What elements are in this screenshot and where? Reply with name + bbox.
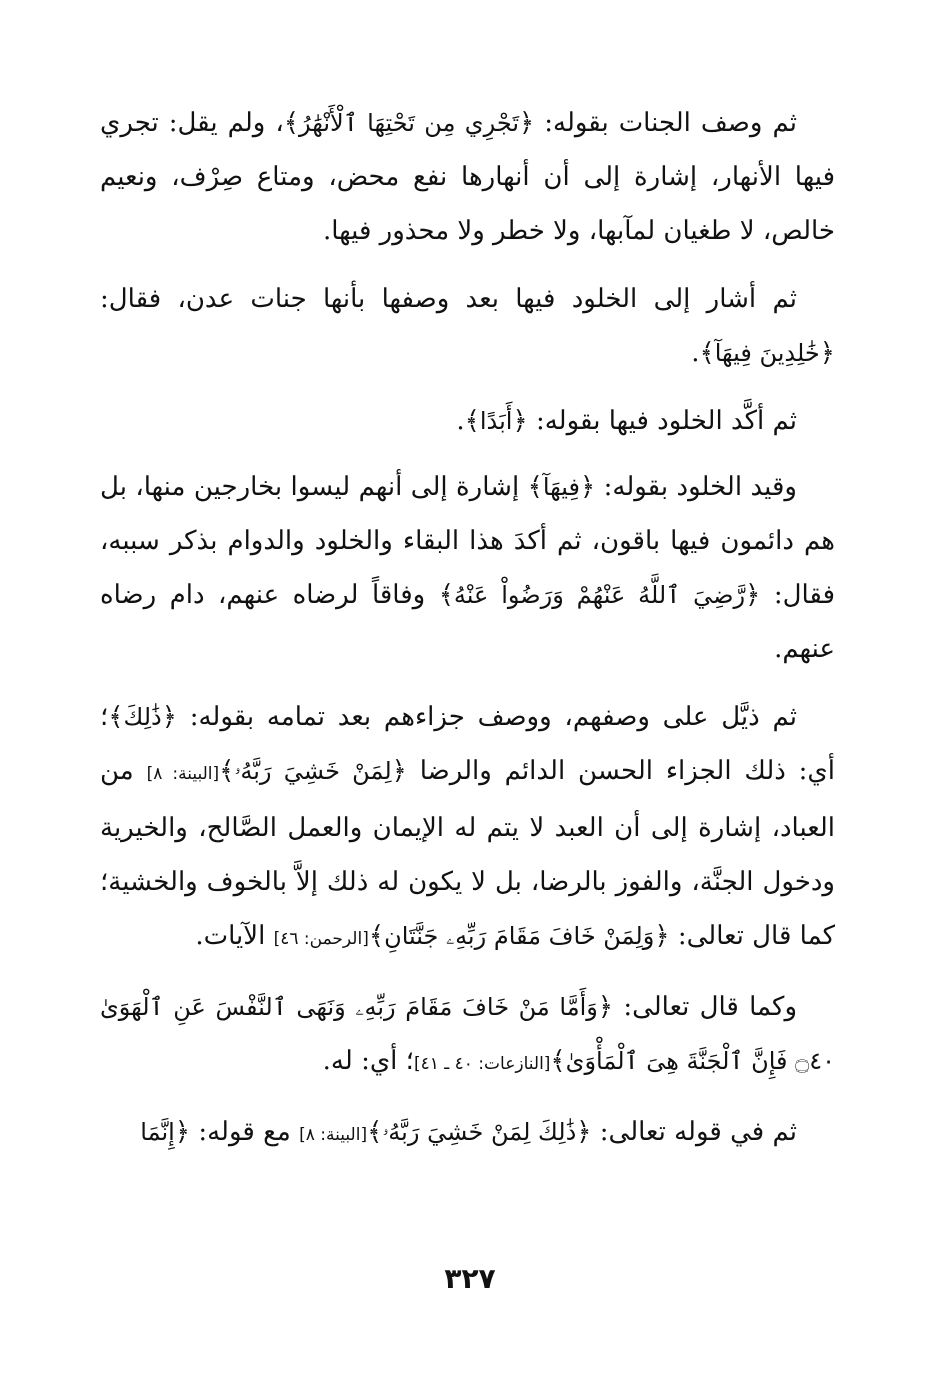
quran-bracket-close-icon: ﴾ [283, 108, 300, 138]
paragraph-4-text-b: إشارة إلى أنهم ليسوا بخارجين منها، بل هم دائمون فيها باقون، ثم أكدَ هذا البقاء والخلود والدوام بذكر سببه، فقال: [100, 472, 835, 610]
paragraph-2-text-a: ثم أشار إلى الخلود فيها بعد وصفها بأنها جنات عدن، فقال: [100, 284, 797, 314]
quran-bracket-close-icon: ﴾ [438, 580, 454, 610]
verse-reference: [النازعات: ٤٠ ـ ٤١] [413, 1054, 551, 1074]
paragraph-5-text-c: من العباد، إشارة إلى أن العبد لا يتم له الإيمان والعمل الصَّالح، والخيرية ودخول الجنَّة، والفوز بالرضا، بل لا يكون له ذلك إلاَّ بالخوف والخشية؛ كما قال تعالى: [100, 756, 835, 951]
quran-bracket-open-icon: ﴿ [819, 338, 835, 368]
paragraph-4 [100, 460, 835, 676]
quran-bracket-open-icon: ﴿ [174, 1117, 191, 1147]
quran-quote-2: خَٰلِدِينَ فِيهَآ [714, 339, 820, 367]
quran-bracket-close-icon: ﴾ [699, 338, 715, 368]
paragraph-3-text-b: . [456, 406, 465, 436]
quran-quote-8: وَلِمَنْ خَافَ مَقَامَ رَبِّهِۦ جَنَّتَانِ [384, 922, 655, 950]
quran-bracket-open-icon: ﴿ [745, 580, 761, 610]
quran-bracket-close-icon: ﴾ [367, 1117, 383, 1147]
quran-bracket-close-icon: ﴾ [368, 921, 385, 951]
paragraph-6 [100, 980, 835, 1091]
page-body [100, 96, 835, 1176]
quran-quote-7: لِمَنْ خَشِيَ رَبَّهُۥ [234, 757, 392, 785]
paragraph-2-text-b: . [691, 338, 700, 368]
quran-quote-11: إِنَّمَا [140, 1118, 175, 1146]
quran-bracket-open-icon: ﴿ [512, 406, 528, 436]
paragraph-7-text-b: مع قوله: [190, 1117, 300, 1147]
paragraph-5-text-a: ثم ذيَّل على وصفهم، ووصف جزاءهم بعد تمامه بقوله: [176, 702, 797, 732]
paragraph-6-text-b: ؛ أي: له. [322, 1046, 414, 1076]
quran-quote-4: فِيهَآ [542, 473, 580, 501]
verse-reference: [الرحمن: ٤٦] [273, 929, 369, 949]
paragraph-5 [100, 690, 835, 966]
quran-quote-9: وَأَمَّا مَنْ خَافَ مَقَامَ رَبِّهِۦ وَنَهَى ٱلنَّفْسَ عَنِ ٱلْهَوَىٰ ۝٤٠ فَإِنَّ ٱلْجَنَّةَ هِىَ ٱلْمَأْوَىٰ [100, 993, 835, 1075]
paragraph-4-text-a: وقيد الخلود بقوله: [595, 472, 797, 502]
paragraph-6-text-a: وكما قال تعالى: [613, 992, 797, 1022]
verse-reference: [البينة: ٨] [146, 764, 220, 784]
quran-quote-5: رَّضِيَ ٱللَّهُ عَنْهُمْ وَرَضُواْ عَنْهُ [453, 581, 746, 609]
paragraph-5-text-d: الآيات. [195, 921, 274, 951]
quran-bracket-close-icon: ﴾ [527, 472, 543, 502]
quran-bracket-close-icon: ﴾ [108, 702, 124, 732]
page-number: ٣٢٧ [444, 1262, 496, 1295]
quran-quote-3: أَبَدًا [479, 407, 513, 435]
quran-bracket-open-icon: ﴿ [654, 921, 670, 951]
quran-quote-1: تَجْرِي مِن تَحْتِهَا ٱلْأَنْهَٰرُ [299, 109, 519, 137]
quran-bracket-open-icon: ﴿ [519, 108, 535, 138]
paragraph-1-text-b: ، ولم يقل: تجري فيها الأنهار، إشارة إلى أن أنهارها نفع محض، ومتاع صِرْف، ونعيم خالص، لا طغيان لمآبها، ولا خطر ولا محذور فيها. [100, 108, 835, 246]
paragraph-4-text-c: وفاقاً لرضاه عنهم، دام رضاه عنهم. [100, 580, 835, 664]
paragraph-2 [100, 272, 835, 380]
paragraph-3-text-a: ثم أكَّد الخلود فيها بقوله: [527, 406, 797, 436]
quran-bracket-open-icon: ﴿ [579, 472, 596, 502]
paragraph-3 [100, 394, 835, 448]
verse-reference: [البينة: ٨] [299, 1125, 368, 1145]
paragraph-1 [100, 96, 835, 258]
quran-bracket-close-icon: ﴾ [219, 756, 235, 786]
quran-bracket-open-icon: ﴿ [391, 756, 407, 786]
quran-quote-10: ذَٰلِكَ لِمَنْ خَشِيَ رَبَّهُۥ [382, 1118, 577, 1146]
quran-quote-6: ذَٰلِكَ [123, 703, 162, 731]
quran-bracket-close-icon: ﴾ [464, 406, 480, 436]
quran-bracket-open-icon: ﴿ [597, 992, 614, 1022]
quran-bracket-close-icon: ﴾ [550, 1046, 566, 1076]
paragraph-5-text-b: ؛ أي: ذلك الجزاء الحسن الدائم والرضا [100, 702, 836, 786]
paragraph-7 [100, 1105, 835, 1162]
paragraph-1-text-a: ثم وصف الجنات بقوله: [534, 108, 797, 138]
paragraph-7-text-a: ثم في قوله تعالى: [591, 1117, 797, 1147]
quran-bracket-open-icon: ﴿ [161, 702, 177, 732]
quran-bracket-open-icon: ﴿ [576, 1117, 592, 1147]
